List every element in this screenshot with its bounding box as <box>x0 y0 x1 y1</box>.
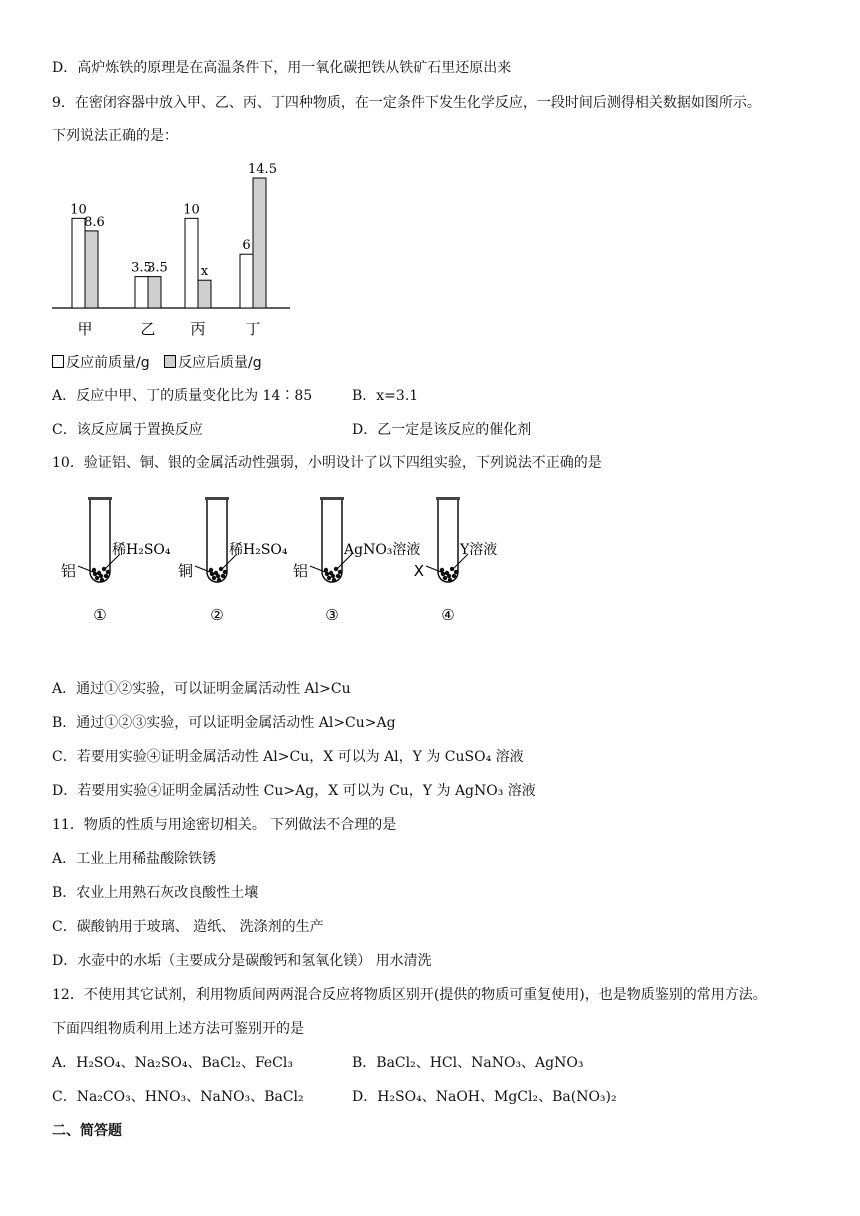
tube-rim-2 <box>205 497 229 500</box>
metal-label-2: 铜 <box>177 562 193 580</box>
q12-option-c: C．Na₂CO₃、HNO₃、NaNO₃、BaCl₂ <box>52 1089 304 1105</box>
bar-label-after-4: 14.5 <box>248 162 277 177</box>
bar-before-2 <box>135 277 148 308</box>
bar-before-1 <box>72 218 85 308</box>
legend-label-after: 反应后质量/g <box>178 355 262 371</box>
metal-particle-2-9 <box>216 574 220 578</box>
q10-option-d: D．若要用实验④证明金属活动性 Cu>Ag，X 可以为 Cu，Y 为 AgNO₃ 溶液 <box>52 783 536 799</box>
q11-option-a: A．工业上用稀盐酸除铁锈 <box>52 851 217 867</box>
metal-particle-4-5 <box>443 576 447 580</box>
q11-option-d: D．水壶中的水垢（主要成分是碳酸钙和氢氧化镁） 用水清洗 <box>52 953 432 969</box>
q12-option-d: D．H₂SO₄、NaOH、MgCl₂、Ba(NO₃)₂ <box>352 1089 617 1105</box>
q10-option-a: A．通过①②实验，可以证明金属活动性 Al>Cu <box>52 681 351 697</box>
section-title-short-answer: 二、简答题 <box>52 1123 122 1139</box>
category-label-4: 丁 <box>245 320 261 338</box>
legend-swatch-before <box>52 355 64 368</box>
q9-option-d: D．乙一定是该反应的催化剂 <box>352 422 532 438</box>
q10-option-b: B．通过①②③实验，可以证明金属活动性 Al>Cu>Ag <box>52 715 396 731</box>
solution-label-1: 稀H₂SO₄ <box>112 542 171 558</box>
test-tube-1 <box>61 497 171 624</box>
category-label-1: 甲 <box>77 320 93 338</box>
q12-stem-line1: 12．不使用其它试剂，利用物质间两两混合反应将物质区别开(提供的物质可重复使用)，也是物质鉴别的常用方法。 <box>52 987 767 1003</box>
q11-option-b: B．农业上用熟石灰改良酸性土壤 <box>52 885 259 901</box>
metal-label-4: X <box>413 562 424 580</box>
metal-particle-2-8 <box>223 570 227 574</box>
metal-particle-1-5 <box>95 576 99 580</box>
bar-label-before-4: 6 <box>242 238 251 254</box>
bar-after-1 <box>85 231 98 308</box>
q9-option-a: A．反应中甲、丁的质量变化比为 14∶85 <box>52 388 313 404</box>
q11-option-c: C．碳酸钠用于玻璃、 造纸、 洗涤剂的生产 <box>52 919 324 935</box>
bar-label-before-1: 10 <box>70 202 87 218</box>
metal-particle-1-8 <box>106 570 110 574</box>
category-label-2: 乙 <box>140 320 156 338</box>
q9-option-b: B．x=3.1 <box>352 388 419 404</box>
bar-label-after-3: x <box>200 264 209 280</box>
q9-stem-line2: 下列说法正确的是： <box>52 128 178 144</box>
metal-particle-4-9 <box>447 574 451 578</box>
metal-label-3: 铝 <box>292 562 308 580</box>
metal-particle-2-6 <box>217 578 221 582</box>
test-tube-diagram <box>50 490 530 630</box>
tube-number-1: ① <box>93 606 107 624</box>
solution-label-3: AgNO₃溶液 <box>344 542 421 558</box>
bar-after-3 <box>198 280 211 308</box>
metal-particle-3-6 <box>332 578 336 582</box>
metal-particle-3-8 <box>338 570 342 574</box>
metal-particle-3-9 <box>331 574 335 578</box>
q12-option-b: B．BaCl₂、HCl、NaNO₃、AgNO₃ <box>352 1055 584 1071</box>
bar-label-before-3: 10 <box>183 202 200 218</box>
metal-particle-3-5 <box>327 576 331 580</box>
test-tube-4 <box>414 497 498 624</box>
bar-before-3 <box>185 218 198 308</box>
bar-before-4 <box>240 254 253 308</box>
q8-option-d: D．高炉炼铁的原理是在高温条件下，用一氧化碳把铁从铁矿石里还原出来 <box>52 60 512 76</box>
metal-particle-4-4 <box>452 574 456 578</box>
bar-label-after-2: 3.5 <box>147 260 168 276</box>
legend-swatch-after <box>164 355 176 368</box>
tube-number-3: ③ <box>325 606 339 624</box>
metal-particle-2-5 <box>212 576 216 580</box>
metal-particle-4-8 <box>454 570 458 574</box>
bar-after-4 <box>253 178 266 308</box>
q11-stem: 11．物质的性质与用途密切相关。 下列做法不合理的是 <box>52 817 397 833</box>
metal-particle-4-6 <box>448 578 452 582</box>
legend-label-before: 反应前质量/g <box>66 355 150 371</box>
chart-legend <box>52 353 262 373</box>
test-tube-2 <box>178 497 288 624</box>
tube-number-2: ② <box>210 606 224 624</box>
q9-stem-line1: 9．在密闭容器中放入甲、乙、丙、丁四种物质，在一定条件下发生化学反应，一段时间后测得相关数据如图所示。 <box>52 95 761 111</box>
solution-label-2: 稀H₂SO₄ <box>229 542 288 558</box>
q12-stem-line2: 下面四组物质利用上述方法可鉴别开的是 <box>52 1021 304 1037</box>
q9-option-c: C．该反应属于置换反应 <box>52 422 203 438</box>
q12-option-a: A．H₂SO₄、Na₂SO₄、BaCl₂、FeCl₃ <box>52 1055 293 1071</box>
solution-label-4: Y溶液 <box>460 542 498 558</box>
metal-particle-1-4 <box>104 574 108 578</box>
bar-label-after-1: 8.6 <box>84 214 105 230</box>
mass-bar-chart <box>50 150 310 350</box>
metal-particle-1-9 <box>99 574 103 578</box>
test-tube-3 <box>293 497 420 624</box>
tube-number-4: ④ <box>441 606 455 624</box>
q10-stem: 10．验证铝、铜、银的金属活动性强弱，小明设计了以下四组实验，下列说法不正确的是 <box>52 455 602 471</box>
tube-rim-3 <box>320 497 344 500</box>
metal-label-1: 铝 <box>60 562 76 580</box>
tube-rim-1 <box>88 497 112 500</box>
category-label-3: 丙 <box>190 320 206 338</box>
metal-particle-1-6 <box>100 578 104 582</box>
q10-option-c: C．若要用实验④证明金属活动性 Al>Cu，X 可以为 Al，Y 为 CuSO₄ 溶液 <box>52 749 524 765</box>
metal-particle-2-4 <box>221 574 225 578</box>
metal-particle-3-4 <box>336 574 340 578</box>
bar-label-before-2: 3.5 <box>131 260 152 276</box>
tube-rim-4 <box>436 497 460 500</box>
bar-after-2 <box>148 277 161 308</box>
